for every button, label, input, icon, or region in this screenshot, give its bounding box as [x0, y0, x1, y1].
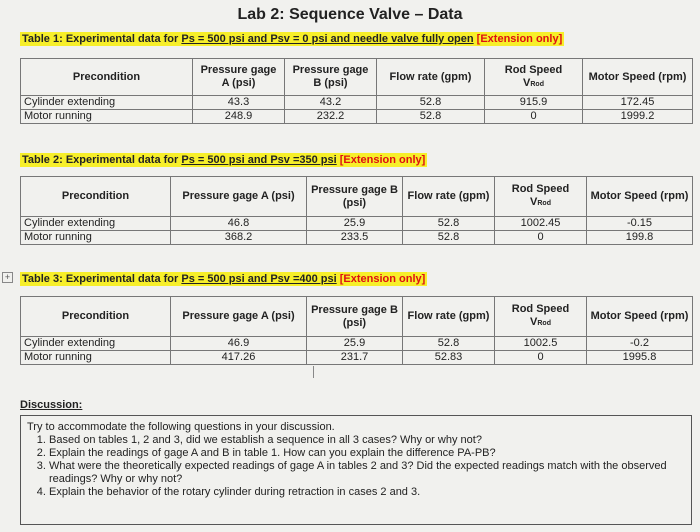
table-3-header-gage-b: Pressure gage B (psi)	[307, 297, 403, 337]
table-cell: 43.2	[285, 96, 377, 110]
table-cell: Cylinder extending	[21, 96, 193, 110]
table-1-header-precondition: Precondition	[21, 59, 193, 96]
table-1-rod-sub: Rod	[530, 80, 544, 88]
table-3-caption-ext: [Extension only]	[339, 273, 426, 285]
table-1-caption-label: Table 1:	[22, 33, 63, 45]
table-3-rod-speed-label: Rod Speed	[511, 303, 570, 315]
discussion-box[interactable]	[20, 415, 692, 525]
table-1-caption-text: Experimental data for	[62, 33, 182, 45]
table-cell: 43.3	[193, 96, 285, 110]
table-cell: 0	[495, 231, 587, 245]
table-1-header-motor: Motor Speed (rpm)	[583, 59, 693, 96]
table-cell: -0.2	[587, 337, 693, 351]
table-cell: 46.8	[171, 217, 307, 231]
table-2-header-gage-a: Pressure gage A (psi)	[171, 177, 307, 217]
table-cell: 232.2	[285, 110, 377, 124]
table-3-caption-cond: Ps = 500 psi and Psv =400 psi	[181, 273, 337, 285]
table-cell: Cylinder extending	[21, 337, 171, 351]
table-2-caption	[20, 153, 427, 167]
table-row	[21, 231, 693, 245]
table-2	[20, 176, 693, 245]
table-1-header-rod-speed	[485, 59, 583, 96]
table-row	[21, 337, 693, 351]
list-item: 2. Explain the readings of gage A and B in table 1. How can you explain the difference PA-PB?	[49, 447, 685, 460]
table-2-rod-speed-label: Rod Speed	[511, 183, 570, 195]
discussion-questions	[27, 434, 685, 499]
table-cell: 231.7	[307, 351, 403, 365]
table-cell: 52.83	[403, 351, 495, 365]
table-1	[20, 58, 693, 124]
table-cell: Motor running	[21, 110, 193, 124]
table-cell: 52.8	[403, 217, 495, 231]
table-2-header-motor: Motor Speed (rpm)	[587, 177, 693, 217]
table-1-header-gage-b: Pressure gage B (psi)	[285, 59, 377, 96]
table-1-header-gage-a: Pressure gage A (psi)	[193, 59, 285, 96]
table-row	[21, 217, 693, 231]
table-2-caption-text: Experimental data for	[62, 154, 182, 166]
table-cell: 199.8	[587, 231, 693, 245]
table-2-header-gage-b: Pressure gage B (psi)	[307, 177, 403, 217]
page-title: Lab 2: Sequence Valve – Data	[237, 6, 463, 23]
table-1-caption	[20, 32, 564, 46]
table-1-caption-cond: Ps = 500 psi and Psv = 0 psi and needle valve fully open	[181, 33, 474, 45]
table-cell: 233.5	[307, 231, 403, 245]
table-3	[20, 296, 693, 365]
table-2-header-flow: Flow rate (gpm)	[403, 177, 495, 217]
table-1-header-flow: Flow rate (gpm)	[377, 59, 485, 96]
table-cell: 25.9	[307, 217, 403, 231]
table-2-caption-ext: [Extension only]	[339, 154, 426, 166]
table-2-header-rod-speed	[495, 177, 587, 217]
table-2-header-precondition: Precondition	[21, 177, 171, 217]
table-row	[21, 351, 693, 365]
table-move-handle-icon[interactable]: +	[2, 272, 13, 283]
table-3-caption-text: Experimental data for	[62, 273, 182, 285]
table-1-rod-v: V	[523, 76, 531, 89]
table-cell: 52.8	[377, 110, 485, 124]
table-cell: Motor running	[21, 351, 171, 365]
table-cell: 52.8	[403, 337, 495, 351]
table-cell: 0	[495, 351, 587, 365]
table-row	[21, 110, 693, 124]
text-cursor-icon	[313, 366, 314, 378]
table-2-rod-v: V	[530, 196, 538, 208]
table-cell: Motor running	[21, 231, 171, 245]
table-cell: -0.15	[587, 217, 693, 231]
table-cell: 52.8	[377, 96, 485, 110]
table-3-caption-label: Table 3:	[22, 273, 63, 285]
table-3-caption	[20, 272, 427, 286]
table-cell: 248.9	[193, 110, 285, 124]
table-1-rod-speed-label: Rod Speed	[504, 63, 563, 76]
table-3-header-flow: Flow rate (gpm)	[403, 297, 495, 337]
table-2-rod-sub: Rod	[537, 200, 551, 207]
discussion-label: Discussion:	[20, 399, 83, 411]
table-cell: 1999.2	[583, 110, 693, 124]
table-cell: 417.26	[171, 351, 307, 365]
table-cell: Cylinder extending	[21, 217, 171, 231]
table-cell: 0	[485, 110, 583, 124]
table-cell: 1002.5	[495, 337, 587, 351]
table-cell: 1995.8	[587, 351, 693, 365]
list-item: 1. Based on tables 1, 2 and 3, did we establish a sequence in all 3 cases? Why or why not?	[49, 434, 685, 447]
table-row	[21, 96, 693, 110]
table-2-caption-label: Table 2:	[22, 154, 63, 166]
table-cell: 172.45	[583, 96, 693, 110]
table-cell: 915.9	[485, 96, 583, 110]
table-1-caption-ext: [Extension only]	[476, 33, 563, 45]
table-3-header-gage-a: Pressure gage A (psi)	[171, 297, 307, 337]
table-3-rod-v: V	[530, 316, 538, 328]
table-3-header-precondition: Precondition	[21, 297, 171, 337]
discussion-intro: Try to accommodate the following questions in your discussion.	[27, 421, 335, 433]
table-cell: 1002.45	[495, 217, 587, 231]
table-3-rod-sub: Rod	[537, 320, 551, 327]
table-3-header-motor: Motor Speed (rpm)	[587, 297, 693, 337]
table-cell: 46.9	[171, 337, 307, 351]
table-2-caption-cond: Ps = 500 psi and Psv =350 psi	[181, 154, 337, 166]
list-item: 4. Explain the behavior of the rotary cylinder during retraction in cases 2 and 3.	[49, 486, 685, 499]
table-cell: 368.2	[171, 231, 307, 245]
table-cell: 52.8	[403, 231, 495, 245]
list-item: 3. What were the theoretically expected readings of gage A in tables 2 and 3? Did the expected readings match with the observed readings? Why or why not?	[49, 460, 685, 486]
table-3-header-rod-speed	[495, 297, 587, 337]
table-cell: 25.9	[307, 337, 403, 351]
